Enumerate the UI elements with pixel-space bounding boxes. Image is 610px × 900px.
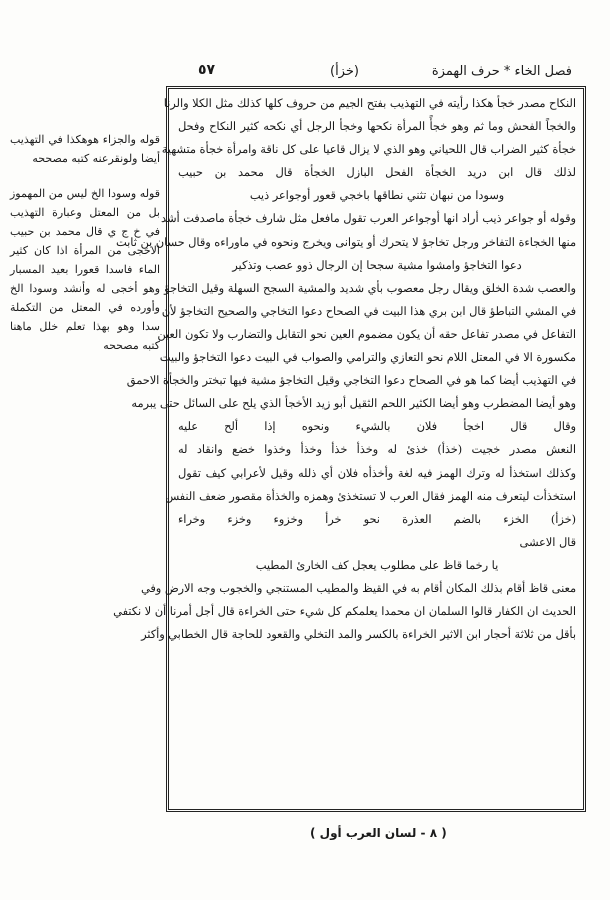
text-line: بأقل من ثلاثة أحجار ابن الاثير الخراءة بالكسر والمد التخلي والقعود للحاجة قال الخطابي وأكثر (141, 628, 576, 642)
marginal-note: قوله والجزاء هوهكذا في التهذيب أيضا ولونقرعنه كتبه مصححه (10, 133, 160, 165)
text-line: والعصب شدة الخلق ويقال رجل معصوب بأي شديد والمشية السجح السهلة وقيل التخاجؤ (164, 281, 576, 295)
marginal-notes (10, 130, 160, 371)
text-line: وهو أيضا المضطرب وهو أيضا الكثير اللحم الثقيل أبو زيد الأخجأ الذي يلح على السائل حتى يبرمه (131, 397, 576, 411)
text-line: مكسورة الا في المعتل اللام نحو التعازي والترامي والصواب في البيت دعوا التخاجؤ والبيت (159, 351, 576, 365)
page-number: ٥٧ (198, 62, 216, 78)
text-line: وكذلك استخذأ له وترك الهمز فيه لغة وأخذأه فلان أي ذلله وقيل لأعرابي كيف تقول (178, 466, 576, 480)
text-line: الحديث ان الكفار قالوا السلمان ان محمدا يعلمكم كل شيء حتى الخراءة قال أجل أمرنا أن لا نكتفي (113, 605, 576, 619)
verse-line: وسودا من نبهان تثني نطاقها باخجي قعور أوجواعر ذيب (249, 189, 505, 203)
text-line: لذلك قال ابن دريد الخجأة الفحل البازل الخجأة قال محمد بن حبيب (178, 166, 576, 180)
text-line: (خزأ) الخزء بالضم العذرة نحو خرأ وخزوء وخزء وخراء (178, 512, 576, 526)
verse-line: يا رخما قاظ على مطلوب يعجل كف الخارئ المطيب (255, 558, 499, 572)
text-line: وقوله أو جواعر ذيب أراد انها أوجواعر العرب تقول مافعل مثل شارف خجأة ماصدفت أشد (161, 212, 576, 226)
poet-attribution: قال الاعشى (519, 535, 576, 549)
verse-line: دعوا التخاجؤ وامشوا مشية سجحا إن الرجال ذوو عصب وتذكير (232, 258, 522, 272)
text-line: استخذأت ليتعرف منه الهمز فقال العرب لا تستخذئ وهمزه والخذأة مقصور ضعف النفس (165, 489, 576, 503)
text-line: في التهذيب أيضا كما هو في الصحاح دعوا التخاجي وقيل التخاجؤ مشية فيها تبختر والخجأة الاحمق (126, 374, 576, 388)
main-text (113, 92, 576, 800)
section-title: فصل الخاء * حرف الهمزة (431, 64, 572, 79)
marginal-note: قوله وسودا الخ ليس من المهموز بل من المعتل وعبارة التهذيب في خ ج ي قال محمد بن حبيب الاخجى من المرأة اذا كان كثير الماء فاسدا قعورا بعيد المسبار وهو أخجى له وأنشد وسودا الخ وأورده في المعتل من التكملة سدا وهو بهذا تعلم خلل ماهنا كتبه مصححه (10, 187, 160, 352)
text-line: معنى قاظ أقام بذلك المكان أقام به في القيظ والمطيب المستنجي والخجوب وجه الارض وفي (140, 581, 576, 595)
text-line: خجأة كثير الضراب قال اللحياني وهو الذي لا يزال قاعيا على كل ناقة وامرأة خجأة متشهية (161, 143, 576, 157)
text-line: منها الخجاءة التفاخر ورجل تخاجؤ لا يتحرك أو يتوانى ويخرج ونحوه في ماوراءه وقال حسان بن ثابت (116, 235, 576, 249)
text-line: النكاح مصدر خجأ هكذا رأيته في التهذيب بفتح الجيم من حروف كلها كذلك مثل الكلا والرنا (163, 97, 576, 110)
text-line: في المشي التباطؤ قال ابن بري هذا البيت في الصحاح دعوا التخاجي والصحيح التخاجؤ لأن (161, 304, 576, 318)
root-heading: (خزأ) (330, 64, 359, 79)
text-line: وقال قال اخجأ فلان بالشيء ونحوه إذا ألح عليه (178, 420, 576, 434)
text-line: والخجاً الفحش وما ثم وهو خجأً المرأة نكحها وخجأ الرجل أي نكحه كثير النكاح وفحل (178, 120, 576, 134)
page-footer: ( ٨ - لسان العرب أول ) (310, 826, 447, 840)
text-line: النعش مصدر خجيت (خذأ) خذئ له وخذأ خذأ وخذأ وخذوا خضع وانقاد له (178, 443, 576, 457)
text-line: التفاعل في مصدر تفاعل حقه أن يكون مضموم العين نحو التقابل والتضارب ولا تكون العين (157, 327, 576, 341)
page-header (170, 58, 580, 88)
